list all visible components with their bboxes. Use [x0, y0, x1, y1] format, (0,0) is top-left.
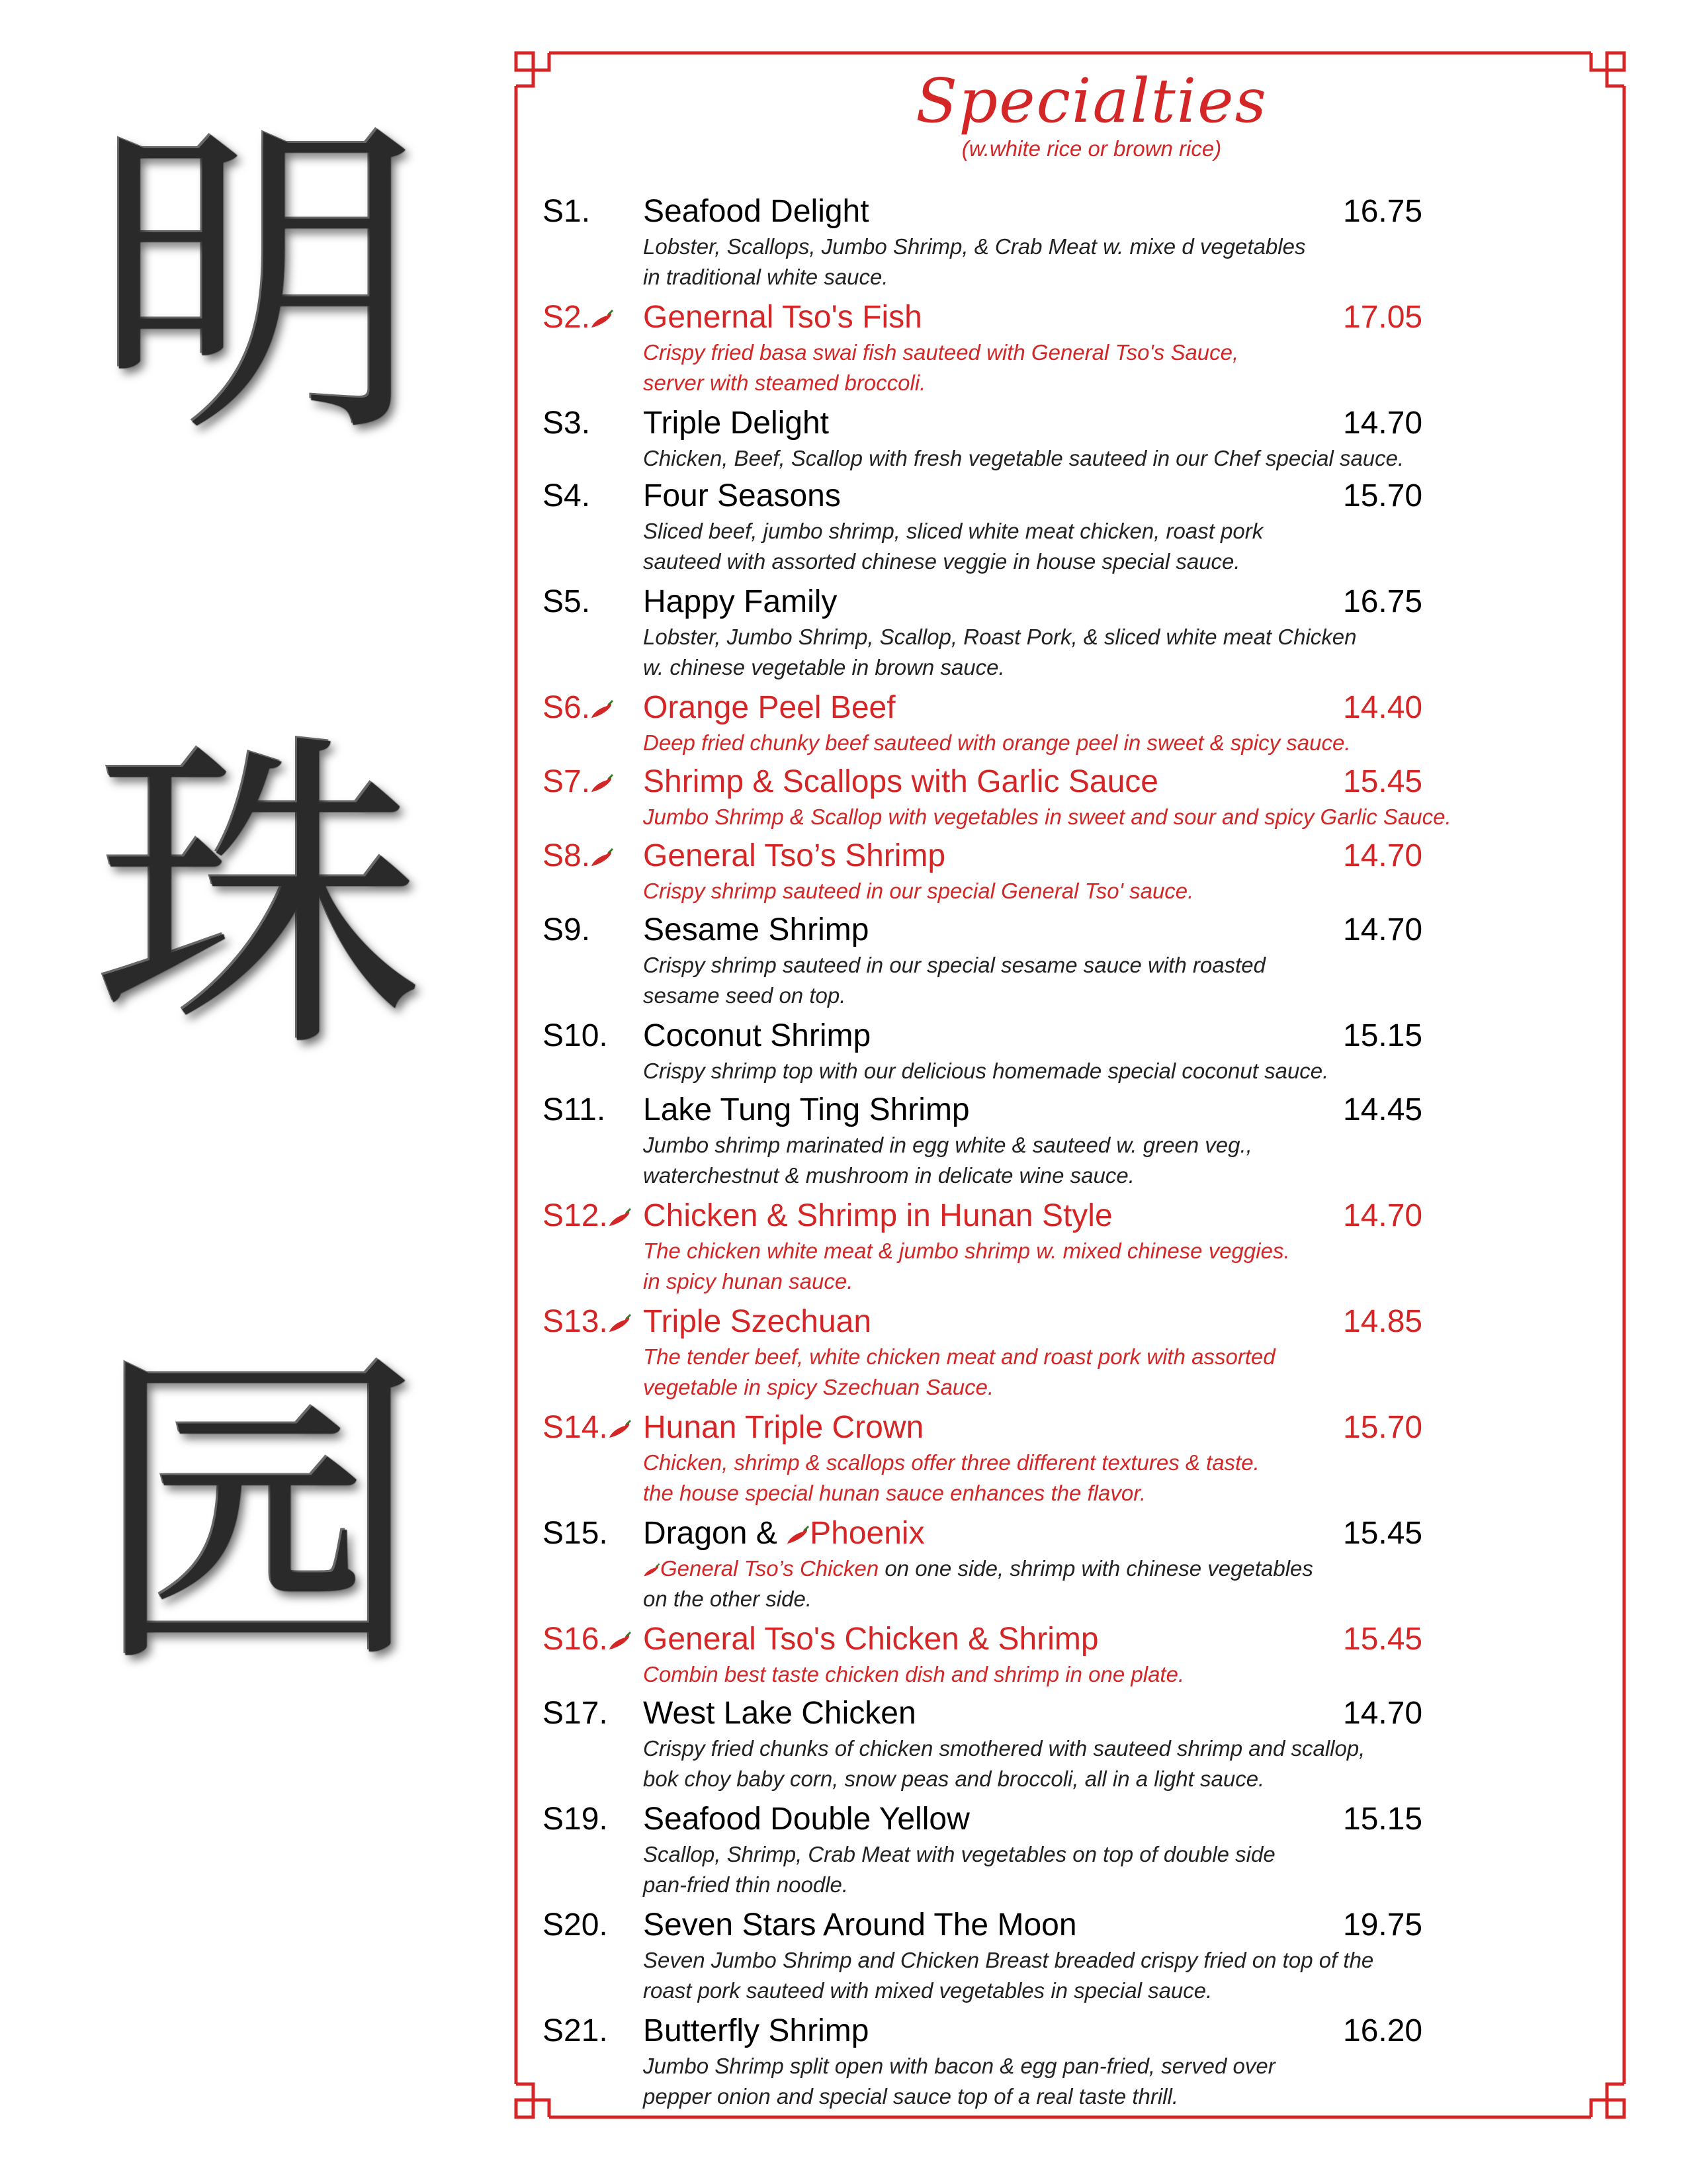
item-name-text: Triple Delight [643, 406, 829, 441]
chili-pepper-icon [608, 1410, 632, 1445]
item-code [542, 762, 614, 802]
menu-item-header [542, 1196, 1614, 1236]
item-price: 15.45 [1343, 1516, 1423, 1551]
item-description-text: Lobster, Jumbo Shrimp, Scallop, Roast Pork, & sliced white meat Chicken [643, 625, 1357, 649]
menu-item-header [542, 1800, 1614, 1839]
item-name-text: Butterfly Shrimp [643, 2013, 869, 2048]
menu-item-header [542, 476, 1614, 516]
item-name [643, 1408, 924, 1448]
menu-item-header [542, 1905, 1614, 1945]
item-code [542, 1514, 608, 1553]
item-description-text: the house special hunan sauce enhances the flavor. [643, 1481, 1146, 1505]
item-name-text: General Tso’s Shrimp [643, 838, 946, 873]
menu-item [542, 1514, 1614, 1614]
item-code [542, 1016, 608, 1056]
item-name-text: Chicken & Shrimp in Hunan Style [643, 1198, 1113, 1233]
item-description [643, 1839, 1614, 1870]
item-description-text: pepper onion and special sauce top of a real taste thrill. [643, 2084, 1179, 2109]
item-name-text: Seafood Delight [643, 194, 869, 229]
item-name-text: Dragon & [643, 1516, 787, 1551]
item-code-text: S13. [542, 1304, 608, 1339]
item-description-text: sauteed with assorted chinese veggie in house special sauce. [643, 549, 1240, 574]
item-name-text: Lake Tung Ting Shrimp [643, 1092, 970, 1127]
item-description [643, 1945, 1614, 1976]
item-code-text: S21. [542, 2013, 608, 2048]
item-description [643, 546, 1614, 577]
item-price: 14.40 [1343, 690, 1423, 725]
menu-item [542, 1905, 1614, 2006]
item-code [542, 582, 590, 622]
item-description-text: on one side, shrimp with chinese vegetables [879, 1556, 1313, 1581]
menu-item-header [542, 404, 1614, 443]
item-description [643, 1236, 1614, 1266]
menu-item-header [542, 1090, 1614, 1130]
item-description-text: waterchestnut & mushroom in delicate wine sauce. [643, 1163, 1135, 1188]
item-description-text: roast pork sauteed with mixed vegetables in special sauce. [643, 1978, 1213, 2003]
item-name [643, 2011, 869, 2051]
item-description [643, 981, 1614, 1011]
item-price: 14.70 [1343, 838, 1423, 873]
item-code-text: S19. [542, 1802, 608, 1837]
item-code-text: S9. [542, 912, 591, 947]
calligraphy-logo [46, 92, 470, 1972]
item-price: 15.70 [1343, 478, 1423, 513]
item-price: 14.70 [1343, 1696, 1423, 1731]
item-description-text: Jumbo Shrimp split open with bacon & egg pan-fried, served over [643, 2054, 1276, 2078]
chili-pepper-icon [608, 1304, 632, 1339]
item-description [643, 1870, 1614, 1900]
item-code-text: S20. [542, 1907, 608, 1943]
item-description [643, 1448, 1614, 1478]
item-description [643, 2081, 1614, 2112]
item-price: 15.70 [1343, 1410, 1423, 1445]
menu-item [542, 1196, 1614, 1297]
item-price: 15.15 [1343, 1802, 1423, 1837]
item-code [542, 2011, 608, 2051]
menu-item [542, 2011, 1614, 2112]
item-description [643, 1478, 1614, 1508]
chili-pepper-icon [608, 1198, 632, 1233]
item-name-text: General Tso's Chicken & Shrimp [643, 1622, 1099, 1657]
item-description-text: on the other side. [643, 1587, 812, 1611]
item-description [643, 1342, 1614, 1372]
item-code [542, 1620, 632, 1659]
item-name [643, 192, 869, 232]
item-code [542, 298, 614, 337]
item-name-text: Sesame Shrimp [643, 912, 869, 947]
item-price: 14.70 [1343, 1198, 1423, 1233]
item-name [643, 1905, 1077, 1945]
menu-item-header [542, 836, 1614, 876]
item-name [643, 1620, 1099, 1659]
item-price: 14.70 [1343, 406, 1423, 441]
item-code-text: S3. [542, 406, 591, 441]
item-code [542, 476, 590, 516]
item-description [643, 950, 1614, 981]
item-code [542, 404, 590, 443]
item-description-text: Jumbo Shrimp & Scallop with vegetables in sweet and sour and spicy Garlic Sauce. [643, 805, 1451, 829]
menu-item-header [542, 1514, 1614, 1553]
item-price: 16.75 [1343, 194, 1423, 229]
menu-item [542, 192, 1614, 292]
item-description-text: Scallop, Shrimp, Crab Meat with vegetables on top of double side [643, 1842, 1276, 1866]
specialties-section [542, 66, 1614, 2109]
item-description [643, 1130, 1614, 1160]
menu-item-header [542, 1016, 1614, 1056]
item-description-text: w. chinese vegetable in brown sauce. [643, 655, 1005, 679]
item-description-text: Deep fried chunky beef sauteed with orange peel in sweet & spicy sauce. [643, 730, 1351, 755]
item-price: 16.75 [1343, 584, 1423, 619]
item-description-text: bok choy baby corn, snow peas and broccoli, all in a light sauce. [643, 1767, 1265, 1791]
item-code-text: S1. [542, 194, 591, 229]
chili-pepper-icon [608, 1622, 632, 1657]
item-code-text: S6. [542, 690, 591, 725]
item-code [542, 1800, 608, 1839]
menu-item-header [542, 582, 1614, 622]
item-code [542, 1408, 632, 1448]
item-description-text: Sliced beef, jumbo shrimp, sliced white meat chicken, roast pork [643, 519, 1264, 543]
menu-item [542, 1694, 1614, 1794]
item-description [643, 1584, 1614, 1614]
menu-item-header [542, 2011, 1614, 2051]
calligraphy-char: 园 [93, 1323, 423, 1708]
item-description-text: Chicken, shrimp & scallops offer three different textures & taste. [643, 1450, 1260, 1475]
item-description-text: Crispy fried basa swai fish sauteed with General Tso's Sauce, [643, 340, 1239, 365]
menu-item-header [542, 1620, 1614, 1659]
item-description-text: in traditional white sauce. [643, 265, 888, 289]
item-name [643, 582, 837, 622]
item-name [643, 1800, 970, 1839]
item-price: 14.45 [1343, 1092, 1423, 1127]
item-description [643, 516, 1614, 546]
menu-item [542, 1302, 1614, 1403]
item-description [643, 802, 1614, 832]
item-code-text: S17. [542, 1696, 608, 1731]
item-description [643, 1056, 1614, 1086]
item-description-text: sesame seed on top. [643, 983, 846, 1008]
item-name [643, 298, 922, 337]
item-name [643, 1514, 925, 1553]
chili-pepper-icon [590, 764, 614, 799]
item-description [643, 728, 1614, 758]
menu-item [542, 1800, 1614, 1900]
item-description [643, 1266, 1614, 1297]
item-price: 19.75 [1343, 1907, 1423, 1943]
item-description [643, 232, 1614, 262]
item-description [643, 652, 1614, 683]
item-code [542, 1196, 632, 1236]
item-code-text: S5. [542, 584, 591, 619]
item-description [643, 337, 1614, 368]
item-description-text: vegetable in spicy Szechuan Sauce. [643, 1375, 994, 1399]
item-code [542, 910, 590, 950]
item-name-text: Orange Peel Beef [643, 690, 896, 725]
menu-item-header [542, 1302, 1614, 1342]
item-description [643, 1976, 1614, 2006]
item-code-text: S4. [542, 478, 591, 513]
item-name-text: Happy Family [643, 584, 838, 619]
item-name-text: West Lake Chicken [643, 1696, 916, 1731]
item-name [643, 762, 1158, 802]
item-description-spicy-part: General Tso’s Chicken [660, 1556, 879, 1581]
item-description-text: in spicy hunan sauce. [643, 1269, 853, 1293]
item-name [643, 404, 829, 443]
item-description-text: pan-fried thin noodle. [643, 1872, 849, 1897]
menu-item [542, 476, 1614, 577]
menu-item-header [542, 910, 1614, 950]
item-name-text: Triple Szechuan [643, 1304, 872, 1339]
item-description-text: The tender beef, white chicken meat and roast pork with assorted [643, 1344, 1276, 1369]
item-code [542, 1090, 605, 1130]
item-description-text: Crispy fried chunks of chicken smothered with sauteed shrimp and scallop, [643, 1736, 1365, 1761]
chili-pepper-icon [643, 1556, 660, 1581]
item-price: 17.05 [1343, 300, 1423, 335]
item-price: 15.45 [1343, 764, 1423, 799]
item-price: 14.70 [1343, 912, 1423, 947]
item-description [643, 1764, 1614, 1794]
menu-item [542, 404, 1614, 474]
item-code [542, 1694, 608, 1733]
menu-item [542, 1408, 1614, 1508]
item-code-text: S16. [542, 1622, 608, 1657]
item-name-text: Coconut Shrimp [643, 1018, 871, 1053]
section-title: Specialties [916, 66, 1268, 136]
item-description-text: server with steamed broccoli. [643, 371, 926, 395]
item-name [643, 1016, 871, 1056]
menu-item-header [542, 192, 1614, 232]
item-description [643, 1659, 1614, 1690]
calligraphy-char: 珠 [93, 707, 423, 1092]
menu-item-header [542, 298, 1614, 337]
item-code-text: S14. [542, 1410, 608, 1445]
item-name [643, 1302, 871, 1342]
menu-item [542, 298, 1614, 398]
menu-item [542, 1090, 1614, 1191]
item-name-spicy-part: Phoenix [810, 1516, 925, 1551]
menu-item [542, 1620, 1614, 1690]
item-price: 15.45 [1343, 1622, 1423, 1657]
item-price: 14.85 [1343, 1304, 1423, 1339]
item-name [643, 1694, 916, 1733]
item-name [643, 836, 945, 876]
menu-item [542, 1016, 1614, 1086]
item-price: 16.20 [1343, 2013, 1423, 2048]
item-code [542, 192, 590, 232]
item-description [643, 443, 1614, 474]
item-description [643, 1553, 1614, 1584]
item-description [643, 1372, 1614, 1403]
item-description [643, 262, 1614, 292]
item-description-text: Seven Jumbo Shrimp and Chicken Breast breaded crispy fried on top of the [643, 1948, 1374, 1972]
item-code [542, 1905, 608, 1945]
chili-pepper-icon [590, 838, 614, 873]
item-name [643, 476, 841, 516]
menu-item-header [542, 1694, 1614, 1733]
item-description-text: Combin best taste chicken dish and shrimp in one plate. [643, 1662, 1185, 1686]
item-code-text: S11. [542, 1092, 606, 1127]
item-description-text: Crispy shrimp sauteed in our special General Tso' sauce. [643, 879, 1194, 903]
menu-item [542, 582, 1614, 683]
item-description [643, 622, 1614, 652]
item-code-text: S2. [542, 300, 591, 335]
menu-item-header [542, 688, 1614, 728]
item-description-text: Crispy shrimp top with our delicious homemade special coconut sauce. [643, 1059, 1329, 1083]
menu-item-header [542, 762, 1614, 802]
chili-pepper-icon [590, 300, 614, 335]
menu-item-header [542, 1408, 1614, 1448]
item-name [643, 910, 869, 950]
item-code-text: S7. [542, 764, 591, 799]
item-description [643, 876, 1614, 906]
chili-pepper-icon [590, 690, 614, 725]
item-code-text: S10. [542, 1018, 608, 1053]
item-description-text: Chicken, Beef, Scallop with fresh vegetable sauteed in our Chef special sauce. [643, 446, 1405, 470]
item-name-text: Genernal Tso's Fish [643, 300, 922, 335]
calligraphy-char: 明 [93, 92, 423, 477]
item-name-text: Shrimp & Scallops with Garlic Sauce [643, 764, 1158, 799]
item-description-text: Crispy shrimp sauteed in our special sesame sauce with roasted [643, 953, 1266, 977]
item-code-text: S15. [542, 1516, 608, 1551]
menu-item [542, 688, 1614, 758]
item-code-text: S8. [542, 838, 591, 873]
chili-pepper-icon [786, 1516, 810, 1551]
item-description-text: Lobster, Scallops, Jumbo Shrimp, & Crab Meat w. mixe d vegetables [643, 234, 1306, 259]
menu-item [542, 910, 1614, 1011]
item-description [643, 368, 1614, 398]
item-description [643, 2051, 1614, 2081]
item-name [643, 1196, 1113, 1236]
item-name-text: Seafood Double Yellow [643, 1802, 970, 1837]
item-description [643, 1160, 1614, 1191]
item-description [643, 1733, 1614, 1764]
menu-item [542, 762, 1614, 832]
item-code [542, 688, 614, 728]
menu-item [542, 836, 1614, 906]
item-code [542, 1302, 632, 1342]
item-description-text: The chicken white meat & jumbo shrimp w. mixed chinese veggies. [643, 1239, 1290, 1263]
item-name-text: Hunan Triple Crown [643, 1410, 924, 1445]
item-name-text: Four Seasons [643, 478, 841, 513]
item-code [542, 836, 614, 876]
item-description-text: Jumbo shrimp marinated in egg white & sauteed w. green veg., [643, 1133, 1252, 1157]
section-subtitle: (w.white rice or brown rice) [961, 136, 1222, 161]
item-name [643, 688, 896, 728]
item-price: 15.15 [1343, 1018, 1423, 1053]
item-code-text: S12. [542, 1198, 608, 1233]
item-name-text: Seven Stars Around The Moon [643, 1907, 1077, 1943]
item-name [643, 1090, 970, 1130]
